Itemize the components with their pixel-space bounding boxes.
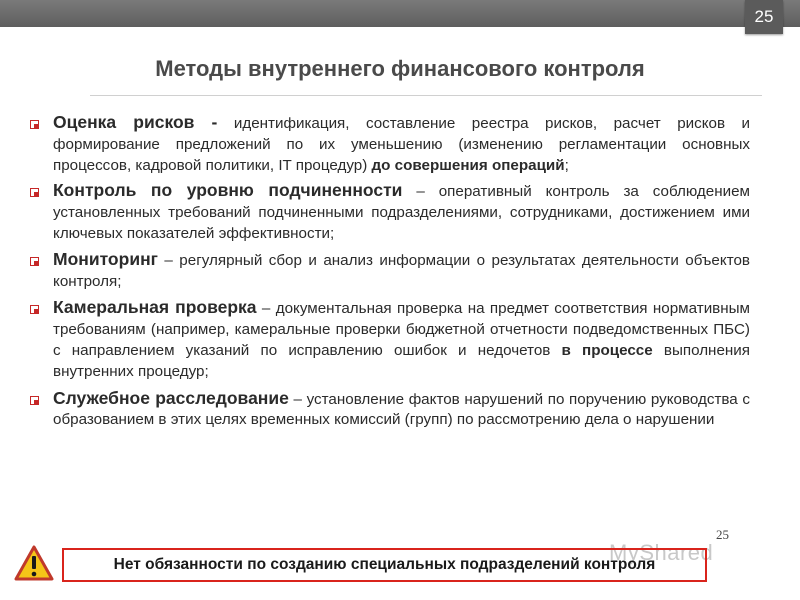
item-emphasis: до совершения операций bbox=[371, 156, 565, 174]
item-text: – оперативный контроль за соблюдением установленных требований подчиненными подразделениями, сотрудниками, достижением ими ключевых показателей эффективности; bbox=[53, 183, 750, 242]
header-bar bbox=[0, 0, 800, 27]
item-text: идентификация, составление реестра рисков, расчет рисков и формирование предложений по их уменьшению (изменению регламентации основных процессов, кадровой политики, IT процедур) bbox=[53, 115, 751, 174]
warning-icon bbox=[14, 545, 54, 581]
list-item-risk-assessment bbox=[0, 112, 750, 176]
item-heading: Контроль по уровню подчиненности bbox=[53, 180, 403, 201]
method-list bbox=[0, 112, 800, 431]
item-text-tail: выполнения внутренних процедур; bbox=[53, 341, 750, 380]
item-text: – регулярный сбор и анализ информации о результатах деятельности объектов контроля; bbox=[53, 251, 750, 290]
bullet-icon bbox=[30, 396, 39, 405]
list-item-monitoring bbox=[0, 249, 750, 293]
list-item-desk-audit bbox=[0, 297, 750, 382]
slide-page-number: 25 bbox=[716, 527, 729, 542]
item-heading: Камеральная проверка bbox=[53, 297, 257, 318]
item-text: – установление фактов нарушений по поручению руководства с образованием в этих целях временных комиссий (групп) по рассмотрению дела о нарушении bbox=[53, 390, 750, 429]
bullet-icon bbox=[30, 257, 39, 266]
list-item-subordination-control bbox=[0, 180, 750, 244]
item-emphasis: в процессе bbox=[561, 341, 653, 359]
bullet-icon bbox=[30, 188, 39, 197]
watermark-logo: MyShared bbox=[609, 540, 714, 565]
item-heading: Оценка рисков - bbox=[53, 112, 218, 132]
item-heading: Служебное расследование bbox=[53, 387, 289, 408]
page-badge: 25 bbox=[745, 0, 783, 34]
notice-box: Нет обязанности по созданию специальных подразделений контроля bbox=[62, 548, 707, 582]
item-heading: Мониторинг bbox=[53, 248, 158, 269]
item-text: – документальная проверка на предмет соответствия нормативным требованиям (например, камеральные проверки бюджетной отчетности подведомственных ПБС) с направлением указаний по исправлению ошибок и недочетов bbox=[53, 300, 750, 359]
title-divider bbox=[90, 95, 762, 96]
item-text-tail: ; bbox=[564, 156, 569, 174]
list-item-internal-investigation bbox=[0, 388, 750, 432]
bullet-icon bbox=[30, 305, 39, 314]
bullet-icon bbox=[30, 120, 39, 129]
slide-title: Методы внутреннего финансового контроля bbox=[155, 56, 645, 81]
